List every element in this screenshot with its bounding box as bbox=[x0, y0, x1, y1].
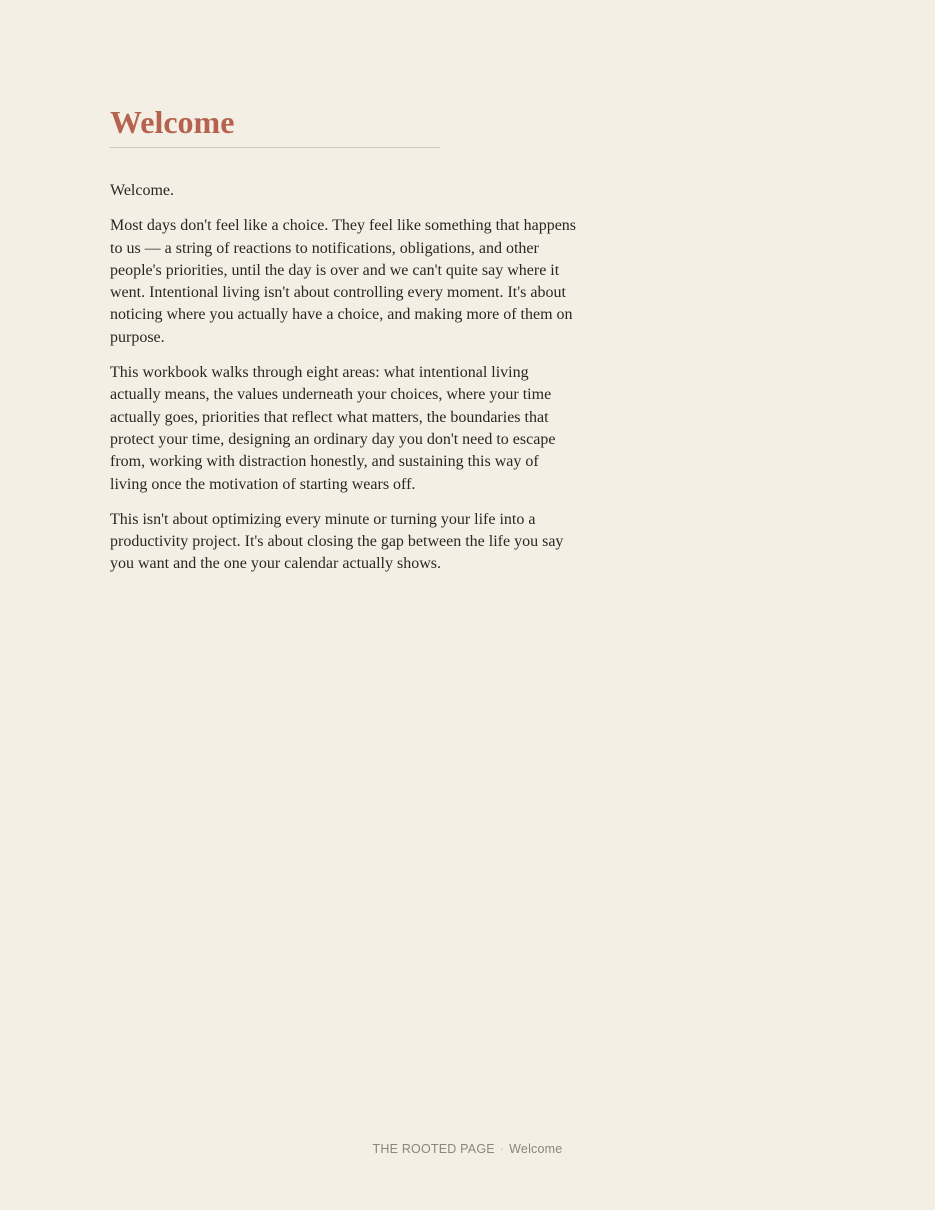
page-footer bbox=[0, 1142, 935, 1156]
paragraph-intro: Most days don't feel like a choice. They feel like something that happens to us — a string of reactions to notifications, obligations, and other people's priorities, until the day is over and we can't quite say where it went. Intentional living isn't about controlling every moment. It's about noticing where you actually have a choice, and making more of them on purpose. bbox=[110, 217, 577, 346]
footer-section: Welcome bbox=[509, 1142, 563, 1156]
title-divider bbox=[110, 147, 440, 148]
paragraph-greeting: Welcome. bbox=[110, 182, 175, 199]
paragraph-overview: This workbook walks through eight areas: what intentional living actually means, the values underneath your choices, where your time actually goes, priorities that reflect what matters, the boundaries that protect your time, designing an ordinary day you don't need to escape from, working with distraction honestly, and sustaining this way of living once the motivation of starting wears off. bbox=[110, 364, 556, 493]
footer-separator: · bbox=[499, 1142, 505, 1156]
paragraph-purpose: This isn't about optimizing every minute or turning your life into a productivity project. It's about closing the gap between the life you say you want and the one your calendar actually shows. bbox=[110, 510, 564, 573]
page-title: Welcome bbox=[110, 104, 235, 140]
page-content bbox=[110, 100, 590, 589]
footer-brand: THE ROOTED PAGE bbox=[372, 1142, 495, 1156]
body-text bbox=[110, 180, 580, 576]
